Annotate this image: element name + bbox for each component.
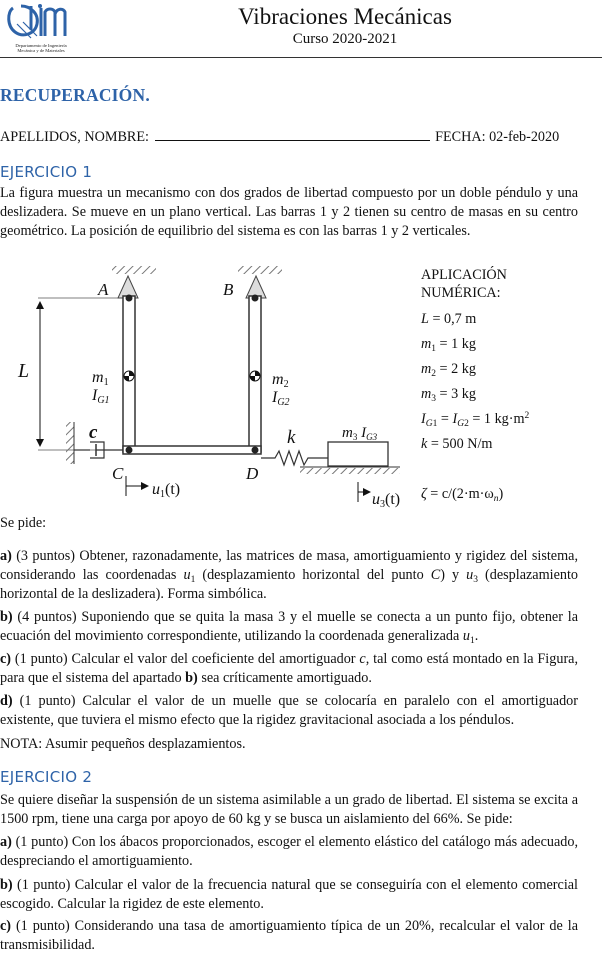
label-m3-ig3: $m_3$ $I_{G3}$	[342, 425, 378, 442]
label-m1: m1	[92, 369, 109, 388]
question-1c: c) (1 punto) Calcular el valor del coeficiente del amortiguador c, tal como está montado en la Figura, para que el sistema del apartado b) sea críticamente amortiguado.	[0, 651, 579, 686]
mechanism-figure	[18, 262, 401, 510]
joint-b	[252, 295, 259, 302]
name-date-line	[0, 128, 600, 147]
question-1b: b) (4 puntos) Suponiendo que se quita la masa 3 y el muelle se conecta a un punto fijo, obtener la ecuación del movimiento correspondiente, utilizando la coordenada generalizada $u_1$.	[0, 609, 578, 646]
question-2b: b) (1 punto) Calcular el valor de la frecuencia natural que se conseguiría con el elemento comercial escogido. Calcular la rigidez de este elemento.	[0, 877, 578, 912]
numeric-m1: $m_1 = 1$ kg	[421, 336, 476, 354]
label-damper-c: c	[89, 422, 98, 443]
logo-caption: Departamento de Ingeniería Mecánica y de Materiales	[15, 43, 67, 53]
numeric-m2: $m_2 = 2$ kg	[421, 361, 476, 379]
numeric-m3: $m_3 = 3$ kg	[421, 386, 476, 404]
numeric-title-line1: APLICACIÓN	[421, 267, 507, 283]
note: NOTA: Asumir pequeños desplazamientos.	[0, 736, 246, 752]
question-2c: c) (1 punto) Considerando una tasa de amortiguamiento típica de un 20%, recalcular el valor de la transmisibilidad.	[0, 918, 578, 953]
label-a: A	[98, 280, 109, 299]
joint-c	[126, 447, 133, 454]
label-ig1: IG1	[92, 387, 110, 406]
exercise-1-intro: La figura muestra un mecanismo con dos grados de libertad compuesto por un doble péndulo y una deslizadera. Se mueve en un plano vertical. Las barras 1 y 2 tienen su centro de masas en su centro geométrico. La posición de equilibrio del sistema es con las barras 1 y 2 verticales.	[0, 185, 578, 239]
label-m2: m2	[272, 371, 289, 390]
numeric-ig: $I_{G1} = I_{G2} = 1$ $kg\cdot m^2$	[421, 411, 530, 429]
label-spring-k: k	[287, 427, 296, 448]
exercise-1-heading: EJERCICIO 1	[0, 163, 93, 181]
numeric-k: k = 500 N/m	[421, 436, 493, 452]
joint-d	[252, 447, 259, 454]
coupler-bar	[123, 446, 261, 454]
question-1d: d) (1 punto) Calcular el valor de un muelle que se colocaría en paralelo con el amortiguador existente, que tuviera el mismo efecto que la rigidez gravitacional asociada a los péndulos.	[0, 693, 578, 728]
slider-ground	[300, 468, 400, 474]
ground-hatch-b	[238, 266, 282, 274]
exam-date: FECHA: 02-feb-2020	[435, 129, 560, 145]
document-title: Vibraciones Mecánicas	[238, 4, 452, 29]
exam-heading: RECUPERACIÓN.	[0, 85, 150, 105]
numeric-l: L = 0,7 m	[421, 311, 477, 327]
slider-mass	[328, 442, 388, 466]
name-label: APELLIDOS, NOMBRE:	[0, 129, 149, 145]
name-blank-field[interactable]	[155, 129, 430, 141]
se-pide-label: Se pide:	[0, 515, 47, 531]
numeric-zeta: $\zeta = c/(2\cdot m\cdot\omega_n)$	[421, 486, 504, 504]
label-d: D	[246, 464, 259, 483]
spring-icon	[261, 451, 328, 465]
label-c-point: C	[112, 464, 124, 483]
label-length: L	[18, 360, 30, 382]
page-header	[0, 0, 602, 59]
header-divider	[0, 57, 602, 58]
question-1a: a) (3 puntos) Obtener, razonadamente, las matrices de masa, amortiguamiento y rigidez del sistema, considerando las coordenadas $u_1$ (desplazamiento horizontal del punto C) y $u_3$ (desplazamiento horizontal de la deslizadera). Forma simbólica.	[0, 548, 578, 602]
wall-hatch	[66, 422, 74, 464]
label-b: B	[223, 280, 234, 299]
label-ig2: IG2	[272, 389, 290, 408]
joint-a	[126, 295, 133, 302]
exercise-2-intro: Se quiere diseñar la suspensión de un sistema asimilable a un grado de libertad. El sistema se excita a 1500 rpm, tiene una carga por apoyo de 60 kg y se busca un aislamiento del 66%. Se pide:	[0, 792, 578, 827]
document-subtitle: Curso 2020-2021	[292, 31, 398, 47]
question-2a: a) (1 punto) Con los ábacos proporcionados, escoger el elemento elástico del catálogo más adecuado, despreciando el amortiguamiento.	[0, 834, 578, 869]
exercise-2-heading: EJERCICIO 2	[0, 768, 93, 786]
label-u3: u3(t)	[372, 491, 401, 510]
numeric-title-line2: NUMÉRICA:	[421, 285, 501, 301]
ground-hatch-a	[112, 266, 156, 274]
label-u1: u1(t)	[152, 481, 181, 500]
